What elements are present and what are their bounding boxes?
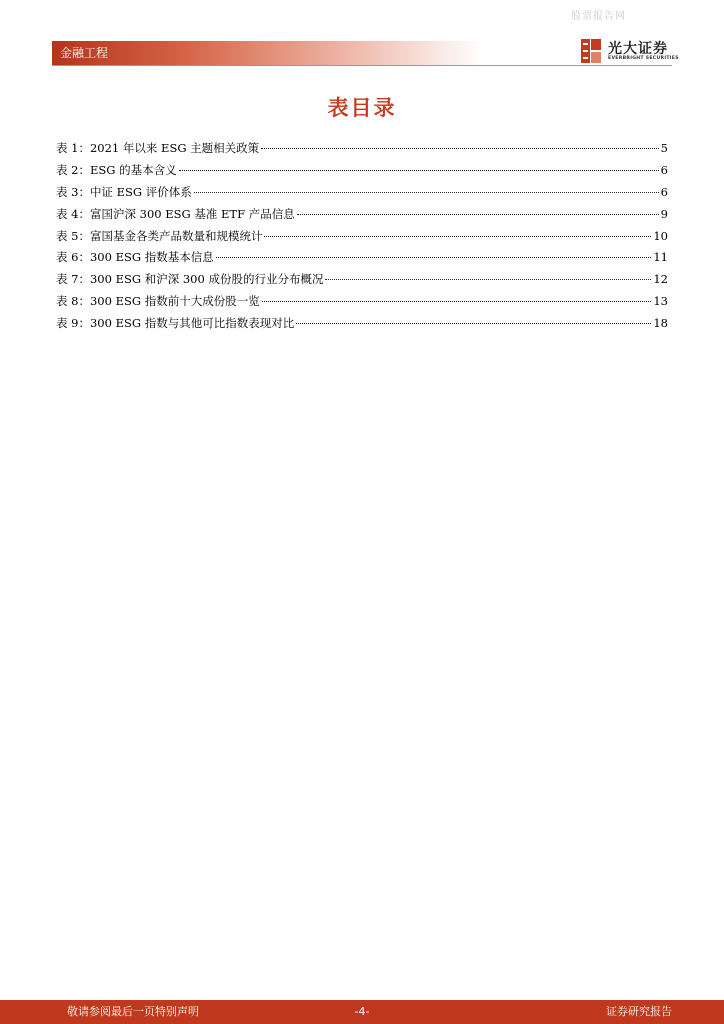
toc-entry-label: 表 8：300 ESG 指数前十大成份股一览 <box>56 294 260 309</box>
toc-entry[interactable] <box>56 206 668 228</box>
footer-page-number: -4- <box>354 1005 370 1018</box>
toc-leader-dots <box>194 192 659 193</box>
watermark-text: 股票报告网 <box>571 11 626 22</box>
toc-leader-dots <box>262 301 652 302</box>
toc-entry[interactable] <box>56 162 668 184</box>
toc-entry-label: 表 6：300 ESG 指数基本信息 <box>56 250 214 265</box>
header-divider <box>52 65 672 66</box>
toc-entry[interactable] <box>56 184 668 206</box>
toc-entry[interactable] <box>56 140 668 162</box>
toc-entry-label: 表 5：富国基金各类产品数量和规模统计 <box>56 228 263 243</box>
toc-entry[interactable] <box>56 228 668 250</box>
toc-leader-dots <box>179 170 659 171</box>
toc-leader-dots <box>216 257 652 258</box>
toc-entry-label: 表 2：ESG 的基本含义 <box>56 162 177 177</box>
footer-disclaimer: 敬请参阅最后一页特别声明 <box>67 1005 199 1018</box>
toc-leader-dots <box>261 148 659 149</box>
toc-leader-dots <box>264 236 651 237</box>
toc-entry-page: 11 <box>653 250 668 265</box>
toc-entry-label: 表 4：富国沪深 300 ESG 基准 ETF 产品信息 <box>56 206 295 221</box>
header-category: 金融工程 <box>60 46 109 60</box>
toc-entry-page: 6 <box>660 184 668 199</box>
toc-entry-label: 表 9：300 ESG 指数与其他可比指数表现对比 <box>56 316 295 331</box>
toc-entry-page: 10 <box>653 228 668 243</box>
logo-mark-icon <box>580 38 602 64</box>
toc-leader-dots <box>325 279 651 280</box>
company-logo <box>580 38 679 66</box>
toc-entry-page: 9 <box>660 206 668 221</box>
header-band <box>52 41 482 65</box>
toc-entry[interactable] <box>56 315 668 337</box>
toc-entry[interactable] <box>56 271 668 293</box>
toc-entry-page: 13 <box>653 294 668 309</box>
toc-entry[interactable] <box>56 249 668 271</box>
toc-leader-dots <box>297 214 659 215</box>
toc-entry-page: 5 <box>660 141 668 155</box>
footer-report-type: 证券研究报告 <box>606 1005 672 1018</box>
toc-entry-label: 表 1：2021 年以来 ESG 主题相关政策 <box>56 141 260 155</box>
toc-entry-page: 18 <box>653 316 668 331</box>
toc-entry[interactable] <box>56 293 668 315</box>
toc-entry-page: 12 <box>653 272 668 287</box>
logo-en-text: EVERBRIGHT SECURITIES <box>608 56 679 61</box>
toc-entry-label: 表 7：300 ESG 和沪深 300 成份股的行业分布概况 <box>56 272 324 287</box>
page-title: 表目录 <box>327 96 397 120</box>
toc-entry-label: 表 3：中证 ESG 评价体系 <box>56 184 192 199</box>
toc-entry-page: 6 <box>660 162 668 177</box>
toc-leader-dots <box>296 323 651 324</box>
table-of-tables <box>56 140 668 337</box>
logo-cn-text: 光大证券 <box>608 41 668 57</box>
